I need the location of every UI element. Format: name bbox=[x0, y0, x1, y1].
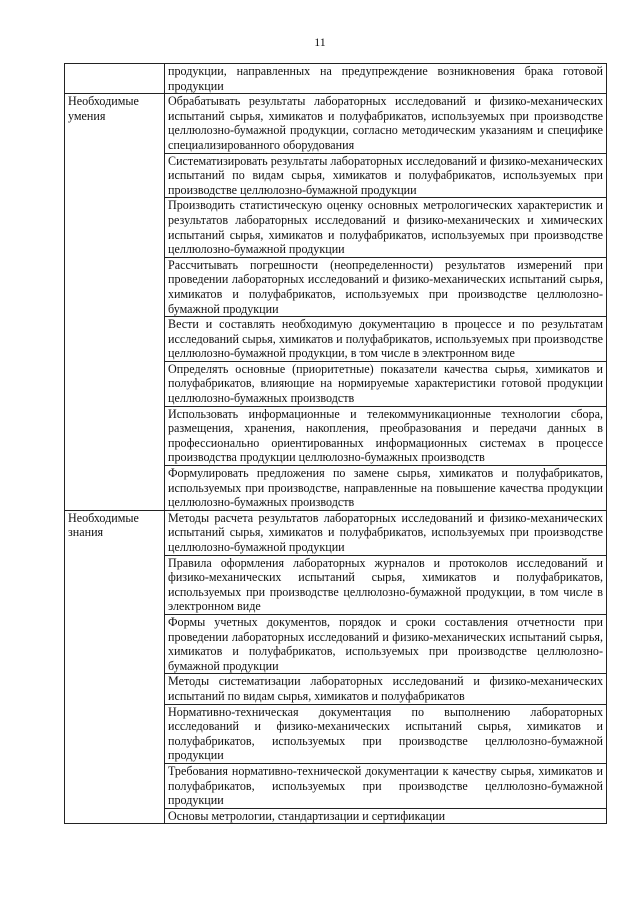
row-text: Правила оформления лабораторных журналов и протоколов исследований и физико-механических испытаний сырья, химикатов и полуфабрикатов, используемых при производстве целлюлозно-бумажной продукции, в том числе в электронном виде bbox=[165, 555, 607, 614]
row-text: Систематизировать результаты лабораторных исследований и физико-механических испытаний по видам сырья, химикатов и полуфабрикатов, используемых при производстве целлюлозно-бумажной продукции bbox=[165, 153, 607, 198]
row-text: Методы систематизации лабораторных исследований и физико-механических испытаний по видам сырья, химикатов и полуфабрикатов bbox=[165, 674, 607, 704]
requirements-table bbox=[64, 63, 607, 824]
row-text: продукции, направленных на предупреждение возникновения брака готовой продукции bbox=[165, 64, 607, 94]
row-text: Вести и составлять необходимую документацию в процессе и по результатам исследований сырья, химикатов и полуфабрикатов, используемых при производстве целлюлозно-бумажной продукции, в том числе в электронном виде bbox=[165, 317, 607, 362]
row-text: Определять основные (приоритетные) показатели качества сырья, химикатов и полуфабрикатов, влияющие на нормируемые характеристики готовой продукции целлюлозно-бумажных производств bbox=[165, 361, 607, 406]
table-row bbox=[65, 94, 607, 153]
row-text: Обрабатывать результаты лабораторных исследований и физико-механических испытаний сырья, химикатов и полуфабрикатов, используемых при производстве целлюлозно-бумажной продукции, согласно методическим указаниям и специфике специализированного оборудования bbox=[165, 94, 607, 153]
row-text: Производить статистическую оценку основных метрологических характеристик и результатов лабораторных исследований и физико-механических и химических испытаний сырья, химикатов и полуфабрикатов, используемых при производстве целлюлозно-бумажной продукции bbox=[165, 198, 607, 257]
row-text: Нормативно-техническая документация по выполнению лабораторных исследований и физико-механических испытаний сырья, химикатов и полуфабрикатов, используемых при производстве целлюлозно-бумажной продукции bbox=[165, 704, 607, 763]
row-text: Использовать информационные и телекоммуникационные технологии сбора, размещения, хранения, накопления, преобразования и передачи данных в профессионально ориентированных информационных системах в процессе производства продукции целлюлозно-бумажных производств bbox=[165, 406, 607, 465]
row-label bbox=[65, 64, 165, 94]
section-label-skills: Необходимые умения bbox=[65, 94, 165, 511]
row-text: Формулировать предложения по замене сырья, химикатов и полуфабрикатов, используемых при производстве, направленные на повышение качества продукции целлюлозно-бумажных производств bbox=[165, 466, 607, 511]
row-text: Рассчитывать погрешности (неопределенности) результатов измерений при проведении лабораторных исследований и физико-механических испытаний сырья, химикатов и полуфабрикатов, используемых при производстве целлюлозно-бумажной продукции bbox=[165, 257, 607, 316]
table-row bbox=[65, 64, 607, 94]
row-text: Формы учетных документов, порядок и сроки составления отчетности при проведении лабораторных исследований и физико-механических испытаний сырья, химикатов и полуфабрикатов, используемых при производстве целлюлозно-бумажной продукции bbox=[165, 614, 607, 673]
row-text: Требования нормативно-технической документации к качеству сырья, химикатов и полуфабрикатов, используемых при производстве целлюлозно-бумажной продукции bbox=[165, 763, 607, 808]
row-text: Основы метрологии, стандартизации и сертификации bbox=[165, 808, 607, 824]
section-label-knowledge: Необходимые знания bbox=[65, 510, 165, 823]
row-text: Методы расчета результатов лабораторных исследований и физико-механических испытаний сырья, химикатов и полуфабрикатов, используемых при производстве целлюлозно-бумажной продукции bbox=[165, 510, 607, 555]
table-row bbox=[65, 510, 607, 555]
page-number: 11 bbox=[314, 35, 326, 49]
